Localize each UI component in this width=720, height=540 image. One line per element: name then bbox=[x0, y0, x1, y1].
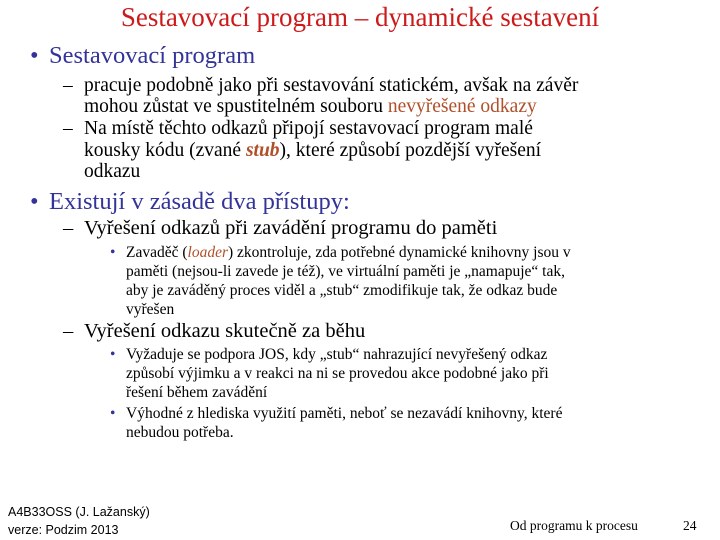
subheading: Vyřešení odkazů při zavádění programu do paměti bbox=[84, 217, 498, 239]
bullet-icon: • bbox=[30, 188, 39, 215]
bullet-icon: • bbox=[110, 405, 116, 422]
text-line: paměti (nejsou-li zavede je též), ve virtuální paměti je „namapuje“ tak, bbox=[126, 263, 565, 280]
bullet-icon: • bbox=[110, 244, 116, 261]
text-line bbox=[84, 141, 541, 161]
page-number: 24 bbox=[683, 518, 697, 533]
dash-icon: – bbox=[63, 217, 74, 239]
dash-icon: – bbox=[63, 118, 73, 139]
section-heading: Existují v zásadě dva přístupy: bbox=[49, 188, 350, 215]
text-line bbox=[126, 243, 571, 262]
highlight-text: stub bbox=[245, 140, 280, 161]
text: ) zkontroluje, zda potřebné dynamické knihovny jsou v bbox=[228, 244, 571, 261]
text: ), které způsobí pozdější vyřešení bbox=[279, 140, 542, 161]
text-line: řešení během zavádění bbox=[126, 384, 268, 401]
text-line: aby je zaváděný proces viděl a „stub“ zmodifikuje tak, že odkaz bude bbox=[126, 282, 558, 299]
text-line: Na místě těchto odkazů připojí sestavovací program malé bbox=[84, 118, 533, 139]
bullet-icon: • bbox=[110, 346, 116, 363]
slide-title: Sestavovací program – dynamické sestavení bbox=[120, 2, 600, 32]
dash-icon: – bbox=[63, 320, 74, 342]
bullet-icon: • bbox=[30, 42, 39, 69]
highlight-text: nevyřešené odkazy bbox=[387, 96, 537, 117]
section-heading: Sestavovací program bbox=[49, 42, 256, 69]
text-line: způsobí výjimku a v reakci na ni se provedou akce podobné jako při bbox=[126, 365, 549, 382]
text-line bbox=[84, 97, 537, 117]
text: kousky kódu (zvané bbox=[84, 140, 246, 161]
subheading: Vyřešení odkazu skutečně za běhu bbox=[84, 320, 366, 342]
footer-version: verze: Podzim 2013 bbox=[8, 523, 119, 537]
highlight-text: loader bbox=[187, 244, 228, 261]
dash-icon: – bbox=[63, 75, 73, 96]
text: mohou zůstat ve spustitelném souboru bbox=[84, 96, 388, 117]
text-line: Výhodné z hlediska využití paměti, neboť se nezavádí knihovny, které bbox=[126, 405, 563, 422]
text-line: odkazu bbox=[84, 161, 141, 182]
text-line: vyřešen bbox=[126, 301, 175, 318]
text-line: Vyžaduje se podpora JOS, kdy „stub“ nahrazující nevyřešený odkaz bbox=[126, 346, 548, 363]
text-line: nebudou potřeba. bbox=[126, 424, 234, 441]
footer-topic: Od programu k procesu bbox=[510, 518, 638, 533]
text-line: pracuje podobně jako při sestavování statickém, avšak na závěr bbox=[84, 75, 579, 96]
footer-course: A4B33OSS (J. Lažanský) bbox=[8, 505, 150, 519]
text: Zavaděč ( bbox=[126, 244, 188, 261]
